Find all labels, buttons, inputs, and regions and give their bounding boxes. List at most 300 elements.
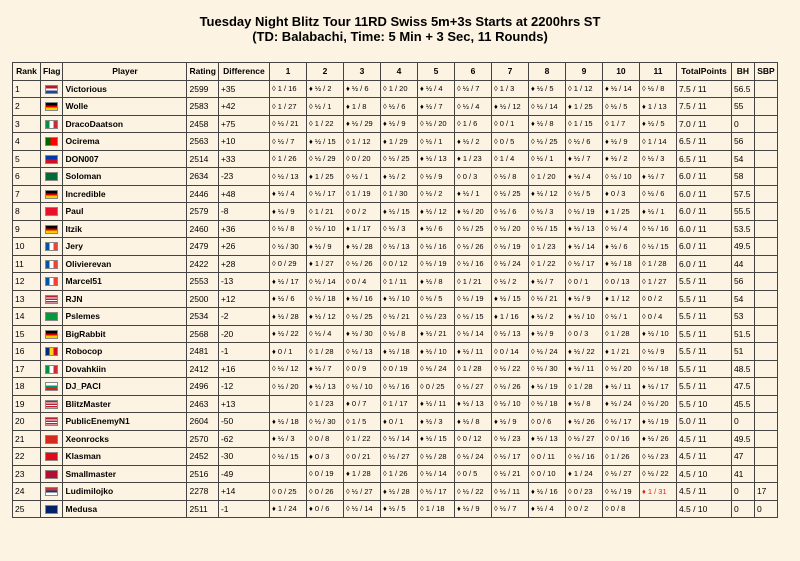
rating-cell: 2458 [187, 115, 218, 133]
table-row [13, 150, 778, 168]
round-3-result: ◊ ½ / 27 [343, 483, 380, 501]
round-1-result: ♦ ½ / 9 [269, 203, 306, 221]
round-3-result: ◊ ½ / 1 [343, 168, 380, 186]
round-8-result: ◊ ½ / 18 [528, 395, 565, 413]
round-7-result: ◊ ½ / 26 [491, 378, 528, 396]
round-6-result: ◊ 1 / 6 [454, 115, 491, 133]
round-1-result: ◊ ½ / 20 [269, 378, 306, 396]
sbp-cell [754, 290, 777, 308]
round-9-result: ◊ ½ / 19 [565, 203, 602, 221]
total-points-cell: 5.5 / 11 [676, 290, 731, 308]
rank-cell: 19 [13, 395, 41, 413]
rank-cell: 24 [13, 483, 41, 501]
difference-cell: -13 [218, 273, 269, 291]
difference-cell: -1 [218, 343, 269, 361]
round-9-result: ♦ 1 / 25 [565, 98, 602, 116]
round-6-result: ◊ ½ / 24 [454, 448, 491, 466]
difference-cell: +14 [218, 483, 269, 501]
flag-cell [41, 465, 63, 483]
round-8-result: ◊ 0 / 10 [528, 465, 565, 483]
sbp-cell [754, 465, 777, 483]
round-5-result: ◊ ½ / 9 [417, 168, 454, 186]
round-10-result: ♦ ½ / 14 [602, 80, 639, 98]
difference-cell: -49 [218, 465, 269, 483]
flag-icon-no [45, 470, 58, 479]
round-7-result: ◊ ½ / 10 [491, 395, 528, 413]
round-6-result: ◊ 1 / 21 [454, 273, 491, 291]
round-7-result: ◊ ½ / 17 [491, 448, 528, 466]
difference-cell: +28 [218, 255, 269, 273]
rating-cell: 2570 [187, 430, 218, 448]
bh-cell: 45.5 [731, 395, 754, 413]
round-4-result: ◊ ½ / 14 [380, 430, 417, 448]
flag-icon-ro [45, 347, 58, 356]
bh-cell: 51 [731, 343, 754, 361]
column-header-difference: Difference [218, 63, 269, 81]
sbp-cell [754, 325, 777, 343]
round-11-result: ◊ ½ / 23 [639, 448, 676, 466]
round-8-result: ◊ 1 / 22 [528, 255, 565, 273]
flag-cell [41, 98, 63, 116]
round-3-result: ♦ 1 / 28 [343, 465, 380, 483]
round-1-result: ♦ ½ / 3 [269, 430, 306, 448]
round-9-result: ◊ ½ / 17 [565, 255, 602, 273]
round-8-result: ◊ ½ / 1 [528, 150, 565, 168]
bh-cell: 44 [731, 255, 754, 273]
rank-cell: 16 [13, 343, 41, 361]
round-11-result: ♦ ½ / 5 [639, 115, 676, 133]
bh-cell: 0 [731, 413, 754, 431]
table-row [13, 343, 778, 361]
rating-cell: 2412 [187, 360, 218, 378]
column-header-1: 1 [269, 63, 306, 81]
round-5-result: ♦ ½ / 10 [417, 343, 454, 361]
round-6-result: ◊ 0 / 12 [454, 430, 491, 448]
sbp-cell [754, 80, 777, 98]
round-5-result: ◊ ½ / 2 [417, 185, 454, 203]
difference-cell: +48 [218, 185, 269, 203]
round-5-result: ◊ ½ / 1 [417, 133, 454, 151]
round-7-result: ◊ ½ / 25 [491, 185, 528, 203]
round-3-result: ♦ ½ / 6 [343, 80, 380, 98]
round-2-result: ♦ 0 / 6 [306, 500, 343, 518]
round-2-result: ♦ ½ / 2 [306, 80, 343, 98]
round-3-result: ◊ ½ / 26 [343, 255, 380, 273]
flag-cell [41, 273, 63, 291]
round-2-result: ◊ 1 / 28 [306, 343, 343, 361]
round-9-result: ♦ ½ / 10 [565, 308, 602, 326]
total-points-cell: 7.5 / 11 [676, 98, 731, 116]
total-points-cell: 5.5 / 11 [676, 308, 731, 326]
round-7-result: ◊ ½ / 6 [491, 203, 528, 221]
round-11-result: ♦ 1 / 31 [639, 483, 676, 501]
round-5-result: ◊ ½ / 17 [417, 483, 454, 501]
rank-cell: 22 [13, 448, 41, 466]
rank-cell: 20 [13, 413, 41, 431]
round-5-result: ♦ ½ / 8 [417, 273, 454, 291]
table-header [13, 63, 778, 81]
flag-icon-sa [45, 172, 58, 181]
rank-cell: 9 [13, 220, 41, 238]
total-points-cell: 4.5 / 10 [676, 500, 731, 518]
round-5-result: ♦ ½ / 6 [417, 220, 454, 238]
round-1-result: ◊ ½ / 21 [269, 115, 306, 133]
round-1-result: ◊ ½ / 7 [269, 133, 306, 151]
table-row [13, 168, 778, 186]
round-3-result: ◊ ½ / 10 [343, 378, 380, 396]
player-name: BlitzMaster [63, 395, 187, 413]
total-points-cell: 5.0 / 11 [676, 413, 731, 431]
flag-cell [41, 500, 63, 518]
round-7-result: ◊ ½ / 23 [491, 430, 528, 448]
round-5-result: ◊ ½ / 20 [417, 115, 454, 133]
round-1-result: ♦ 1 / 24 [269, 500, 306, 518]
round-4-result: ◊ ½ / 16 [380, 378, 417, 396]
round-1-result [269, 465, 306, 483]
flag-icon-de [45, 190, 58, 199]
difference-cell: -20 [218, 325, 269, 343]
flag-cell [41, 168, 63, 186]
round-7-result: ◊ 0 / 5 [491, 133, 528, 151]
player-name: Dovahkiin [63, 360, 187, 378]
difference-cell: +42 [218, 98, 269, 116]
standings-table [12, 62, 778, 518]
flag-cell [41, 448, 63, 466]
round-3-result: ◊ 1 / 19 [343, 185, 380, 203]
difference-cell: +75 [218, 115, 269, 133]
table-row [13, 133, 778, 151]
rating-cell: 2496 [187, 378, 218, 396]
round-4-result: ◊ 0 / 19 [380, 360, 417, 378]
bh-cell: 0 [731, 500, 754, 518]
round-11-result: ♦ ½ / 19 [639, 413, 676, 431]
rank-cell: 10 [13, 238, 41, 256]
round-11-result: ◊ ½ / 22 [639, 465, 676, 483]
round-10-result: ◊ ½ / 20 [602, 360, 639, 378]
rank-cell: 12 [13, 273, 41, 291]
round-8-result: ♦ ½ / 12 [528, 185, 565, 203]
round-11-result: ◊ ½ / 8 [639, 80, 676, 98]
table-body [13, 80, 778, 518]
bh-cell: 49.5 [731, 238, 754, 256]
round-2-result: ♦ 1 / 25 [306, 168, 343, 186]
round-10-result: ◊ ½ / 27 [602, 465, 639, 483]
round-7-result: ◊ ½ / 19 [491, 238, 528, 256]
round-10-result: ◊ 1 / 26 [602, 448, 639, 466]
round-5-result: ◊ 0 / 25 [417, 378, 454, 396]
player-name: Itzik [63, 220, 187, 238]
round-7-result: ◊ ½ / 7 [491, 500, 528, 518]
round-9-result: ♦ ½ / 4 [565, 168, 602, 186]
bh-cell: 55.5 [731, 203, 754, 221]
flag-cell [41, 80, 63, 98]
column-header-6: 6 [454, 63, 491, 81]
rating-cell: 2563 [187, 133, 218, 151]
rank-cell: 3 [13, 115, 41, 133]
round-6-result: ♦ ½ / 20 [454, 203, 491, 221]
round-10-result: ♦ ½ / 18 [602, 255, 639, 273]
round-8-result: ♦ ½ / 4 [528, 500, 565, 518]
column-header-rating: Rating [187, 63, 218, 81]
round-2-result: ◊ ½ / 1 [306, 98, 343, 116]
total-points-cell: 6.0 / 11 [676, 255, 731, 273]
sbp-cell [754, 343, 777, 361]
round-6-result: ◊ ½ / 19 [454, 290, 491, 308]
rating-cell: 2568 [187, 325, 218, 343]
round-6-result: ◊ ½ / 27 [454, 378, 491, 396]
sbp-cell [754, 395, 777, 413]
flag-icon-fr [45, 260, 58, 269]
rank-cell: 14 [13, 308, 41, 326]
round-9-result: ◊ 1 / 28 [565, 378, 602, 396]
player-name: Olivierevan [63, 255, 187, 273]
round-9-result: ◊ 0 / 23 [565, 483, 602, 501]
round-2-result: ◊ 0 / 19 [306, 465, 343, 483]
round-1-result: ◊ 1 / 16 [269, 80, 306, 98]
round-2-result: ◊ ½ / 30 [306, 413, 343, 431]
round-4-result: ◊ 1 / 30 [380, 185, 417, 203]
flag-icon-it [45, 120, 58, 129]
round-4-result: ◊ ½ / 21 [380, 308, 417, 326]
flag-icon-fr [45, 242, 58, 251]
round-4-result: ♦ ½ / 9 [380, 115, 417, 133]
flag-icon-rs [45, 487, 58, 496]
flag-icon-it [45, 365, 58, 374]
player-name: Pslemes [63, 308, 187, 326]
bh-cell: 0 [731, 115, 754, 133]
round-6-result: ♦ ½ / 8 [454, 413, 491, 431]
column-header-7: 7 [491, 63, 528, 81]
round-4-result: ♦ ½ / 18 [380, 343, 417, 361]
player-name: DJ_PACI [63, 378, 187, 396]
round-6-result: ◊ 1 / 28 [454, 360, 491, 378]
player-name: Wolle [63, 98, 187, 116]
sbp-cell: 17 [754, 483, 777, 501]
column-header-4: 4 [380, 63, 417, 81]
round-9-result: ◊ 0 / 3 [565, 325, 602, 343]
flag-cell [41, 150, 63, 168]
round-10-result: ♦ 1 / 25 [602, 203, 639, 221]
round-6-result: ◊ 0 / 3 [454, 168, 491, 186]
total-points-cell: 6.0 / 11 [676, 220, 731, 238]
player-name: Marcel51 [63, 273, 187, 291]
sbp-cell [754, 150, 777, 168]
bh-cell: 55 [731, 98, 754, 116]
round-10-result: ◊ ½ / 5 [602, 98, 639, 116]
player-name: Jery [63, 238, 187, 256]
difference-cell: +35 [218, 80, 269, 98]
bh-cell: 47 [731, 448, 754, 466]
difference-cell: -50 [218, 413, 269, 431]
flag-cell [41, 255, 63, 273]
sbp-cell [754, 360, 777, 378]
round-8-result: ♦ ½ / 8 [528, 115, 565, 133]
round-11-result: ♦ 1 / 13 [639, 98, 676, 116]
rating-cell: 2452 [187, 448, 218, 466]
flag-cell [41, 308, 63, 326]
bh-cell: 54 [731, 290, 754, 308]
round-1-result: ♦ ½ / 4 [269, 185, 306, 203]
round-11-result: ◊ 1 / 14 [639, 133, 676, 151]
round-10-result: ◊ 1 / 7 [602, 115, 639, 133]
round-9-result: ♦ ½ / 22 [565, 343, 602, 361]
player-name: Victorious [63, 80, 187, 98]
round-3-result: ◊ 0 / 4 [343, 273, 380, 291]
round-7-result: ♦ ½ / 9 [491, 413, 528, 431]
round-6-result: ◊ ½ / 16 [454, 255, 491, 273]
round-4-result: ♦ ½ / 28 [380, 483, 417, 501]
total-points-cell: 6.0 / 11 [676, 238, 731, 256]
round-3-result: ◊ 0 / 20 [343, 150, 380, 168]
sbp-cell [754, 430, 777, 448]
round-5-result: ◊ ½ / 5 [417, 290, 454, 308]
flag-icon-ch [45, 435, 58, 444]
round-1-result: ♦ ½ / 17 [269, 273, 306, 291]
difference-cell: +13 [218, 395, 269, 413]
bh-cell: 58 [731, 168, 754, 186]
round-9-result: ♦ ½ / 8 [565, 395, 602, 413]
player-name: RJN [63, 290, 187, 308]
round-4-result: ◊ 1 / 17 [380, 395, 417, 413]
total-points-cell: 6.0 / 11 [676, 185, 731, 203]
flag-icon-us [45, 400, 58, 409]
table-row [13, 115, 778, 133]
round-9-result: ◊ ½ / 16 [565, 448, 602, 466]
round-1-result: ◊ ½ / 30 [269, 238, 306, 256]
sbp-cell [754, 115, 777, 133]
rating-cell: 2514 [187, 150, 218, 168]
round-9-result: ♦ ½ / 9 [565, 290, 602, 308]
round-8-result: ◊ ½ / 25 [528, 133, 565, 151]
rating-cell: 2604 [187, 413, 218, 431]
column-header-sbp: SBP [754, 63, 777, 81]
round-5-result: ♦ ½ / 4 [417, 80, 454, 98]
flag-cell [41, 483, 63, 501]
round-7-result: ◊ 0 / 1 [491, 115, 528, 133]
round-11-result: ◊ ½ / 9 [639, 343, 676, 361]
round-4-result: ◊ ½ / 13 [380, 238, 417, 256]
flag-icon-de [45, 225, 58, 234]
round-10-result: ◊ ½ / 17 [602, 413, 639, 431]
title-block [0, 0, 800, 48]
round-11-result: ◊ ½ / 15 [639, 238, 676, 256]
flag-cell [41, 413, 63, 431]
round-2-result: ♦ ½ / 13 [306, 378, 343, 396]
round-9-result: ◊ 0 / 2 [565, 500, 602, 518]
table-row [13, 255, 778, 273]
round-3-result: ♦ 0 / 7 [343, 395, 380, 413]
round-8-result: ◊ 0 / 11 [528, 448, 565, 466]
rank-cell: 23 [13, 465, 41, 483]
round-9-result: ♦ 1 / 24 [565, 465, 602, 483]
round-7-result: ◊ ½ / 2 [491, 273, 528, 291]
table-row [13, 465, 778, 483]
rating-cell: 2500 [187, 290, 218, 308]
round-10-result: ♦ 0 / 3 [602, 185, 639, 203]
rank-cell: 1 [13, 80, 41, 98]
round-10-result: ◊ ½ / 10 [602, 168, 639, 186]
sbp-cell [754, 413, 777, 431]
round-3-result: ◊ ½ / 14 [343, 500, 380, 518]
round-10-result: ♦ ½ / 6 [602, 238, 639, 256]
rank-cell: 6 [13, 168, 41, 186]
round-4-result: ♦ ½ / 5 [380, 500, 417, 518]
round-8-result: ◊ 1 / 23 [528, 238, 565, 256]
round-6-result: ◊ ½ / 22 [454, 483, 491, 501]
round-1-result: ♦ ½ / 22 [269, 325, 306, 343]
round-5-result: ◊ ½ / 23 [417, 308, 454, 326]
table-row [13, 378, 778, 396]
flag-icon-ph [45, 155, 58, 164]
player-name: Xeonrocks [63, 430, 187, 448]
round-1-result: ◊ 1 / 27 [269, 98, 306, 116]
table-row [13, 325, 778, 343]
round-5-result: ◊ ½ / 16 [417, 238, 454, 256]
round-4-result: ◊ 0 / 12 [380, 255, 417, 273]
difference-cell: -12 [218, 378, 269, 396]
round-2-result: ◊ 0 / 8 [306, 430, 343, 448]
round-9-result: ◊ 1 / 15 [565, 115, 602, 133]
round-2-result: ◊ ½ / 4 [306, 325, 343, 343]
round-8-result: ◊ 0 / 6 [528, 413, 565, 431]
column-header-flag: Flag [41, 63, 63, 81]
round-8-result: ♦ ½ / 9 [528, 325, 565, 343]
player-name: Klasman [63, 448, 187, 466]
round-1-result: ♦ ½ / 28 [269, 308, 306, 326]
flag-cell [41, 290, 63, 308]
page-subtitle: (TD: Balabachi, Time: 5 Min + 3 Sec, 11 Rounds) [252, 29, 548, 44]
round-7-result: ◊ 1 / 4 [491, 150, 528, 168]
round-7-result: ♦ ½ / 12 [491, 98, 528, 116]
round-8-result: ♦ ½ / 5 [528, 80, 565, 98]
round-9-result: ♦ ½ / 11 [565, 360, 602, 378]
table-row [13, 500, 778, 518]
round-9-result: ♦ ½ / 26 [565, 413, 602, 431]
rank-cell: 15 [13, 325, 41, 343]
round-8-result: ◊ ½ / 21 [528, 290, 565, 308]
bh-cell: 53 [731, 308, 754, 326]
round-1-result: ♦ ½ / 6 [269, 290, 306, 308]
round-7-result: ◊ ½ / 11 [491, 483, 528, 501]
round-3-result: ♦ ½ / 29 [343, 115, 380, 133]
round-6-result: ◊ 0 / 5 [454, 465, 491, 483]
round-7-result: ◊ ½ / 13 [491, 325, 528, 343]
round-5-result: ◊ 1 / 18 [417, 500, 454, 518]
round-7-result: ◊ ½ / 22 [491, 360, 528, 378]
rating-cell: 2446 [187, 185, 218, 203]
bh-cell: 56.5 [731, 80, 754, 98]
player-name: Incredible [63, 185, 187, 203]
round-6-result: ◊ ½ / 4 [454, 98, 491, 116]
round-1-result: ◊ 1 / 26 [269, 150, 306, 168]
difference-cell: +12 [218, 290, 269, 308]
difference-cell: -8 [218, 203, 269, 221]
rank-cell: 5 [13, 150, 41, 168]
round-3-result: ♦ 1 / 8 [343, 98, 380, 116]
flag-icon-pt [45, 137, 58, 146]
round-11-result: ♦ ½ / 1 [639, 203, 676, 221]
page-title: Tuesday Night Blitz Tour 11RD Swiss 5m+3s Starts at 2200hrs ST [199, 14, 601, 29]
player-name: DON007 [63, 150, 187, 168]
round-4-result: ◊ 1 / 26 [380, 465, 417, 483]
player-name: Robocop [63, 343, 187, 361]
round-2-result: ◊ ½ / 18 [306, 290, 343, 308]
table-row [13, 483, 778, 501]
total-points-cell: 4.5 / 10 [676, 465, 731, 483]
round-6-result: ◊ ½ / 15 [454, 308, 491, 326]
difference-cell: +16 [218, 360, 269, 378]
table-row [13, 413, 778, 431]
